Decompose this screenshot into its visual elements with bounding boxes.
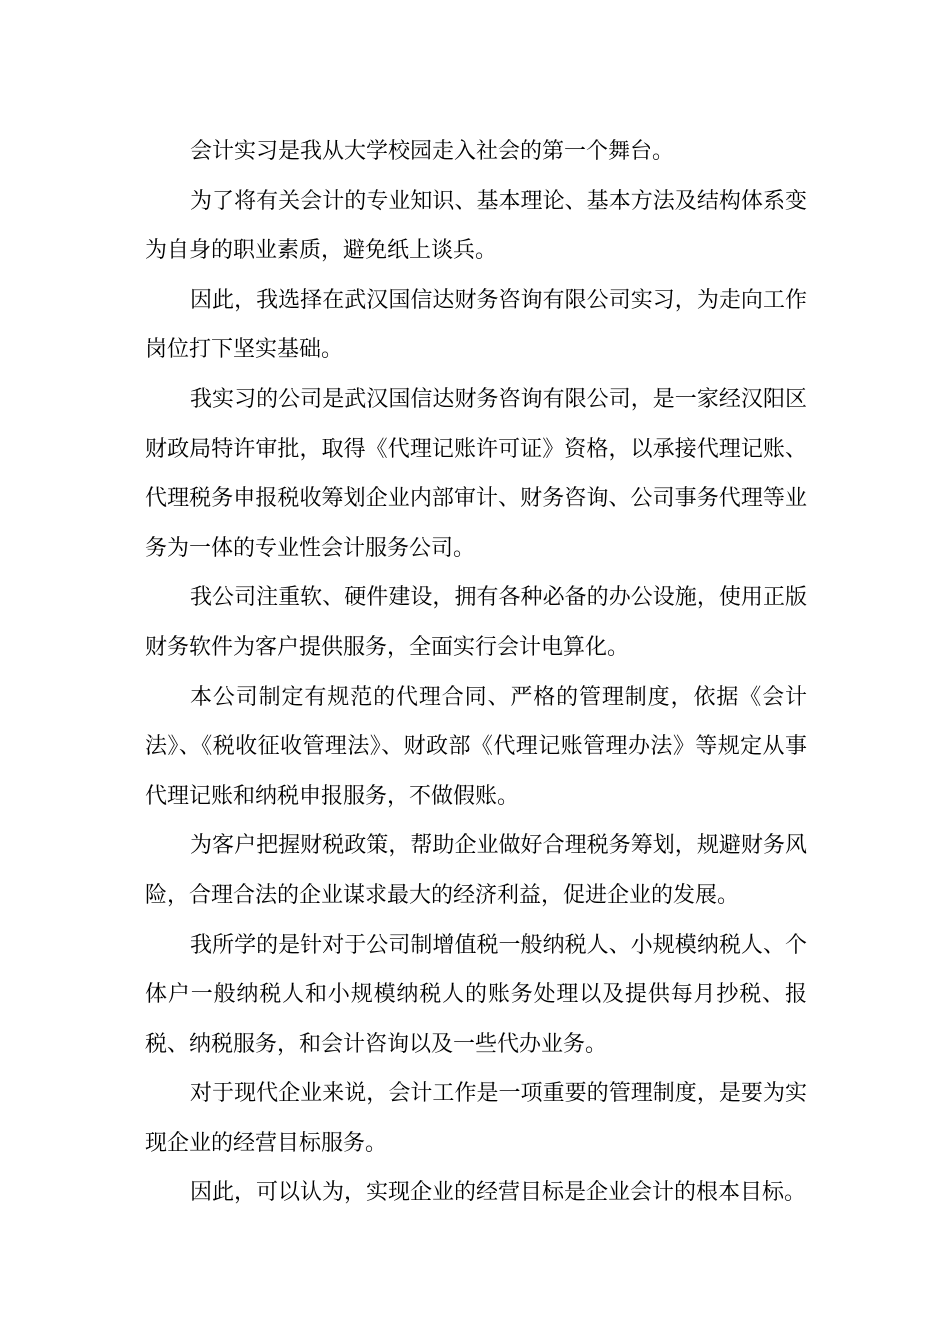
paragraph-3: 因此，我选择在武汉国信达财务咨询有限公司实习，为走向工作岗位打下坚实基础。 [145,287,807,363]
paragraph-8: 我所学的是针对于公司制增值税一般纳税人、小规模纳税人、个体户一般纳税人和小规模纳税人的账务处理以及提供每月抄税、报税、纳税服务，和会计咨询以及一些代办业务。 [145,932,807,1057]
paragraph-2: 为了将有关会计的专业知识、基本理论、基本方法及结构体系变为自身的职业素质，避免纸上谈兵。 [145,188,807,264]
paragraph-6: 本公司制定有规范的代理合同、严格的管理制度，依据《会计法》、《税收征收管理法》、财政部《代理记账管理办法》等规定从事代理记账和纳税申报服务，不做假账。 [145,684,807,809]
paragraph-1: 会计实习是我从大学校园走入社会的第一个舞台。 [190,139,675,164]
paragraph-7: 为客户把握财税政策，帮助企业做好合理税务筹划，规避财务风险，合理合法的企业谋求最大的经济利益，促进企业的发展。 [145,833,807,908]
paragraph-4: 我实习的公司是武汉国信达财务咨询有限公司，是一家经汉阳区财政局特许审批，取得《代理记账许可证》资格，以承接代理记账、代理税务申报税收筹划企业内部审计、财务咨询、公司事务代理等业务为一体的专业性会计服务公司。 [145,386,807,561]
document-body [145,127,807,1218]
paragraph-5: 我公司注重软、硬件建设，拥有各种必备的办公设施，使用正版财务软件为客户提供服务，全面实行会计电算化。 [145,585,807,660]
paragraph-10: 因此，可以认为，实现企业的经营目标是企业会计的根本目标。 [190,1180,807,1206]
paragraph-9: 对于现代企业来说，会计工作是一项重要的管理制度，是要为实现企业的经营目标服务。 [145,1081,807,1156]
